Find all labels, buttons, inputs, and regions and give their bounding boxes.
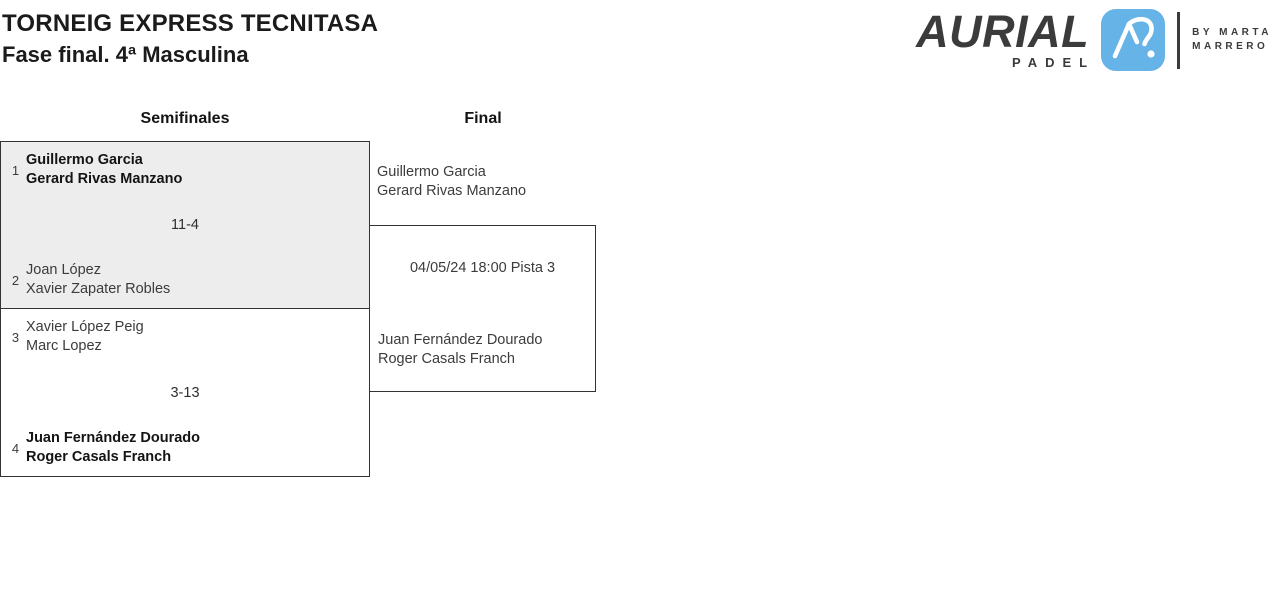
player-name: Juan Fernández Dourado bbox=[378, 332, 543, 348]
logo-brand-text: AURIAL bbox=[916, 6, 1090, 57]
seed-number: 3 bbox=[11, 329, 20, 345]
player-name: Guillermo Garcia bbox=[26, 152, 143, 168]
player-name: Roger Casals Franch bbox=[378, 351, 515, 367]
page-title: TORNEIG EXPRESS TECNITASA bbox=[2, 10, 379, 37]
semifinal-2-match-box bbox=[0, 308, 370, 477]
finalist-team-2 bbox=[378, 331, 542, 369]
semifinal-1-match-box bbox=[0, 141, 370, 309]
player-name: Joan López bbox=[26, 262, 101, 278]
seed-number: 4 bbox=[11, 440, 20, 456]
aurial-glyph-icon bbox=[1101, 9, 1165, 71]
team-seed-4 bbox=[7, 429, 363, 467]
team-players bbox=[24, 318, 144, 356]
player-name: Roger Casals Franch bbox=[26, 449, 172, 465]
logo-byline bbox=[1192, 26, 1272, 54]
seed-number: 1 bbox=[11, 162, 20, 178]
player-name: Guillermo Garcia bbox=[377, 164, 486, 180]
team-players bbox=[24, 261, 170, 299]
logo-byline-line1: BY MARTA bbox=[1192, 27, 1272, 38]
team-seed-2 bbox=[7, 261, 363, 299]
team-players bbox=[24, 151, 182, 189]
team-seed-1 bbox=[7, 151, 363, 189]
semifinal-1-score: 11-4 bbox=[171, 217, 199, 233]
player-name: Marc Lopez bbox=[26, 338, 102, 354]
final-match-schedule: 04/05/24 18:00 Pista 3 bbox=[409, 260, 556, 276]
header bbox=[2, 8, 378, 70]
player-name: Gerard Rivas Manzano bbox=[26, 171, 183, 187]
team-players bbox=[24, 429, 200, 467]
logo-wordmark bbox=[916, 6, 1096, 70]
semifinal-2-score: 3-13 bbox=[170, 384, 200, 401]
final-match-box bbox=[369, 225, 596, 392]
round-header-semifinals: Semifinales bbox=[140, 110, 230, 127]
seed-number: 2 bbox=[11, 272, 20, 288]
page-subtitle: Fase final. 4ª Masculina bbox=[2, 42, 249, 67]
finalist-team-1 bbox=[377, 163, 526, 201]
logo-byline-line2: MARRERO bbox=[1192, 41, 1269, 52]
player-name: Xavier Zapater Robles bbox=[26, 281, 171, 297]
round-header-final: Final bbox=[464, 110, 502, 127]
aurial-app-icon bbox=[1101, 9, 1165, 71]
logo-product-text: PADEL bbox=[1012, 55, 1096, 70]
player-name: Gerard Rivas Manzano bbox=[377, 183, 527, 199]
team-seed-3 bbox=[7, 318, 363, 356]
player-name: Juan Fernández Dourado bbox=[26, 430, 201, 446]
aurial-padel-logo bbox=[916, 6, 1272, 71]
logo-divider bbox=[1177, 12, 1180, 69]
player-name: Xavier López Peig bbox=[26, 319, 144, 335]
